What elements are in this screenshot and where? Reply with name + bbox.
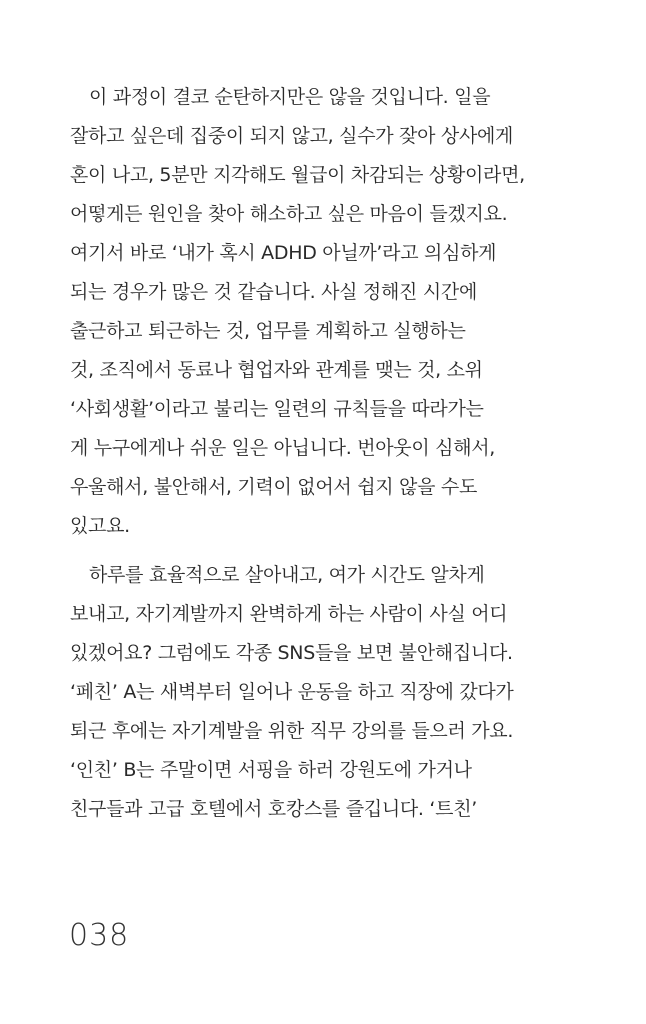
text-line: 여기서 바로 ‘내가 혹시 ADHD 아닐까’라고 의심하게	[70, 242, 497, 264]
text-line: 것, 조직에서 동료나 협업자와 관계를 맺는 것, 소위	[70, 359, 483, 381]
text-line: 이 과정이 결코 순탄하지만은 않을 것입니다. 일을	[89, 86, 491, 108]
text-line: 친구들과 고급 호텔에서 호캉스를 즐깁니다. ‘트친’	[70, 798, 477, 820]
text-line: ‘인친’ B는 주말이면 서핑을 하러 강원도에 가거나	[70, 759, 472, 781]
text-line: 어떻게든 원인을 찾아 해소하고 싶은 마음이 들겠지요.	[70, 203, 508, 225]
text-line: 되는 경우가 많은 것 같습니다. 사실 정해진 시간에	[70, 281, 477, 303]
text-line: 있고요.	[70, 515, 130, 537]
text-line: 있겠어요? 그럼에도 각종 SNS들을 보면 불안해집니다.	[70, 642, 513, 664]
text-line: 보내고, 자기계발까지 완벽하게 하는 사람이 사실 어디	[70, 603, 508, 625]
text-line: ‘페친’ A는 새벽부터 일어나 운동을 하고 직장에 갔다가	[70, 681, 514, 703]
page-number: 038	[69, 918, 130, 953]
text-line: 잘하고 싶은데 집중이 되지 않고, 실수가 잦아 상사에게	[70, 125, 514, 147]
text-line: 혼이 나고, 5분만 지각해도 월급이 차감되는 상황이라면,	[70, 164, 525, 186]
text-line: 하루를 효율적으로 살아내고, 여가 시간도 알차게	[89, 564, 485, 586]
text-line: ‘사회생활’이라고 불리는 일련의 규칙들을 따라가는	[70, 398, 484, 420]
text-line: 퇴근 후에는 자기계발을 위한 직무 강의를 들으러 가요.	[70, 720, 514, 742]
paragraph-2	[70, 556, 514, 829]
text-line: 우울해서, 불안해서, 기력이 없어서 쉽지 않을 수도	[70, 476, 477, 498]
text-line: 게 누구에게나 쉬운 일은 아닙니다. 번아웃이 심해서,	[70, 437, 496, 459]
paragraph-1	[70, 78, 525, 546]
text-line: 출근하고 퇴근하는 것, 업무를 계획하고 실행하는	[70, 320, 466, 342]
